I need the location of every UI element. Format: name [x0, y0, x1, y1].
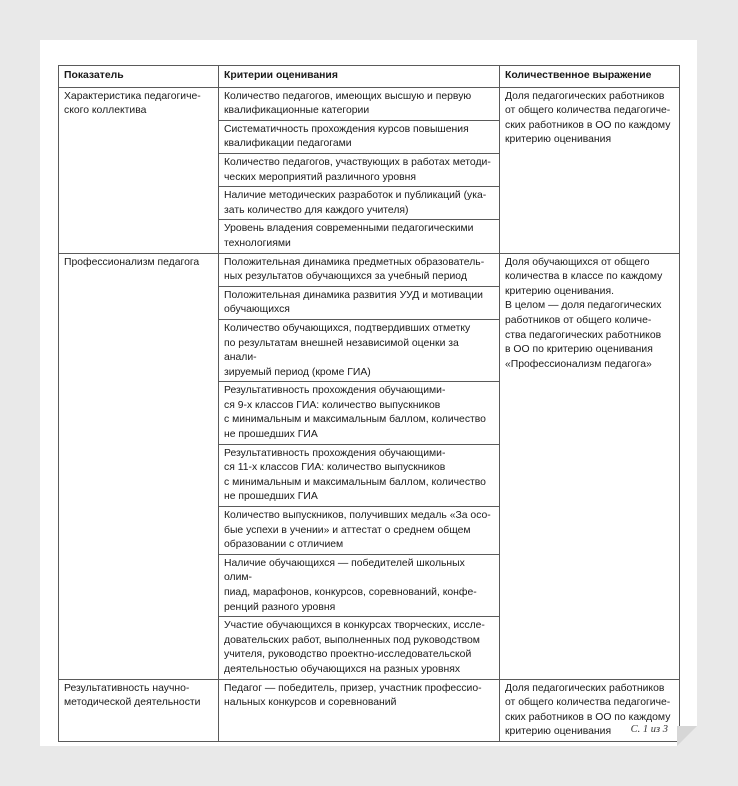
criterion-line: ческих мероприятий различного уровня	[224, 171, 417, 183]
criterion-line: квалификации педагогами	[224, 138, 352, 150]
measure-line: Доля обучающихся от общего	[505, 256, 650, 268]
criterion-line: Наличие методических разработок и публикаций (ука-	[224, 190, 487, 202]
criterion-line: пиад, марафонов, конкурсов, соревнований, конфе-	[224, 587, 477, 598]
criterion-cell	[219, 382, 500, 444]
criterion-line: деятельностью обучающихся на разных уровнях	[224, 663, 461, 675]
indicator-cell	[59, 253, 219, 679]
measure-line: количества в классе по каждому	[505, 271, 663, 283]
table-row	[59, 679, 680, 741]
criterion-line: Педагог — победитель, призер, участник профессио-	[224, 682, 482, 694]
measure-line: критерию оценивания.	[505, 285, 614, 297]
criterion-line: Количество выпускников, получивших медаль «За осо-	[224, 510, 491, 522]
indicator-cell	[59, 679, 219, 741]
indicator-line: Характеристика педагогиче-	[64, 90, 201, 102]
criterion-line: технологиями	[224, 237, 291, 249]
criterion-line: Положительная динамика предметных образователь-	[224, 256, 485, 268]
criterion-cell	[219, 187, 500, 220]
criterion-cell	[219, 87, 500, 120]
criterion-cell	[219, 153, 500, 186]
criterion-line: ных результатов обучающихся за учебный период	[224, 271, 467, 283]
criterion-cell	[219, 286, 500, 319]
criterion-cell	[219, 507, 500, 555]
criterion-line: с минимальным и максимальным баллом, количество	[224, 476, 486, 488]
criterion-line: нальных конкурсов и соревнований	[224, 697, 397, 709]
criterion-cell	[219, 319, 500, 381]
criterion-line: Результативность прохождения обучающими-	[224, 447, 446, 459]
criterion-line: Участие обучающихся в конкурсах творческих, иссле-	[224, 620, 485, 632]
criterion-cell	[219, 617, 500, 679]
criteria-table	[58, 65, 680, 742]
criterion-line: довательских работ, выполненных под руководством	[224, 634, 480, 646]
indicator-line: Результативность научно-	[64, 682, 190, 694]
indicator-line: Профессионализм педагога	[64, 256, 200, 268]
criterion-line: Уровень владения современными педагогическими	[224, 223, 474, 235]
measure-line: в ОО по критерию оценивания	[505, 344, 653, 356]
measure-line: от общего количества педагогиче-	[505, 697, 671, 709]
indicator-cell	[59, 87, 219, 253]
criterion-cell	[219, 444, 500, 506]
measure-cell	[500, 253, 680, 679]
criterion-line: ся 11-х классов ГИА: количество выпускников	[224, 462, 446, 474]
criterion-line: не прошедших ГИА	[224, 429, 318, 441]
indicator-line: методической деятельности	[64, 697, 201, 709]
criterion-line: Положительная динамика развития УУД и мотивации	[224, 289, 483, 301]
criterion-line: обучающихся	[224, 304, 290, 316]
criterion-line: Количество обучающихся, подтвердивших отметку	[224, 322, 471, 334]
table-header-row	[59, 66, 680, 88]
criterion-line: образовании с отличием	[224, 539, 344, 551]
criterion-line: ренций разного уровня	[224, 601, 336, 613]
measure-line: критерию оценивания	[505, 726, 612, 738]
page-corner-fold	[677, 726, 697, 746]
criterion-line: зать количество для каждого учителя)	[224, 204, 409, 216]
criterion-cell	[219, 220, 500, 253]
criterion-line: ся 9-х классов ГИА: количество выпускников	[224, 399, 441, 411]
criterion-cell	[219, 120, 500, 153]
measure-line: ства педагогических работников	[505, 329, 662, 341]
measure-cell	[500, 87, 680, 253]
table-row	[59, 253, 680, 286]
criterion-line: квалификационные категории	[224, 105, 370, 117]
criterion-line: Количество педагогов, участвующих в работах методи-	[224, 156, 491, 168]
criterion-line: Количество педагогов, имеющих высшую и первую	[224, 90, 472, 102]
criterion-line: бые успехи в учении» и аттестат о среднем общем	[224, 524, 471, 536]
criterion-line: Результативность прохождения обучающими-	[224, 385, 446, 397]
criterion-line: Наличие обучающихся — победителей школьных олим-	[224, 557, 465, 584]
criterion-line: с минимальным и максимальным баллом, количество	[224, 414, 486, 426]
criterion-line: учителя, руководство проектно-исследовательской	[224, 649, 472, 661]
document-page	[40, 40, 697, 746]
criterion-cell	[219, 554, 500, 616]
criterion-line: по результатам внешней независимой оценки за анали-	[224, 337, 459, 364]
measure-line: «Профессионализм педагога»	[505, 358, 652, 370]
criterion-line: не прошедших ГИА	[224, 491, 318, 503]
header-measure: Количественное выражение	[500, 66, 680, 88]
measure-line: критерию оценивания	[505, 134, 612, 146]
measure-line: работников от общего количе-	[505, 314, 652, 326]
measure-line: ских работников в ОО по каждому	[505, 119, 671, 131]
criterion-cell	[219, 253, 500, 286]
header-indicator: Показатель	[59, 66, 219, 88]
measure-line: Доля педагогических работников	[505, 682, 665, 694]
indicator-line: ского коллектива	[64, 105, 147, 117]
measure-line: В целом — доля педагогических	[505, 300, 662, 312]
measure-line: от общего количества педагогиче-	[505, 105, 671, 117]
page-number: С. 1 из 3	[630, 724, 668, 735]
measure-line: Доля педагогических работников	[505, 90, 665, 102]
criterion-line: зируемый период (кроме ГИА)	[224, 366, 371, 378]
header-criteria: Критерии оценивания	[219, 66, 500, 88]
criterion-line: Систематичность прохождения курсов повышения	[224, 123, 469, 135]
criterion-cell	[219, 679, 500, 741]
table-body	[59, 87, 680, 741]
table-row	[59, 87, 680, 120]
measure-line: ских работников в ОО по каждому	[505, 711, 671, 723]
